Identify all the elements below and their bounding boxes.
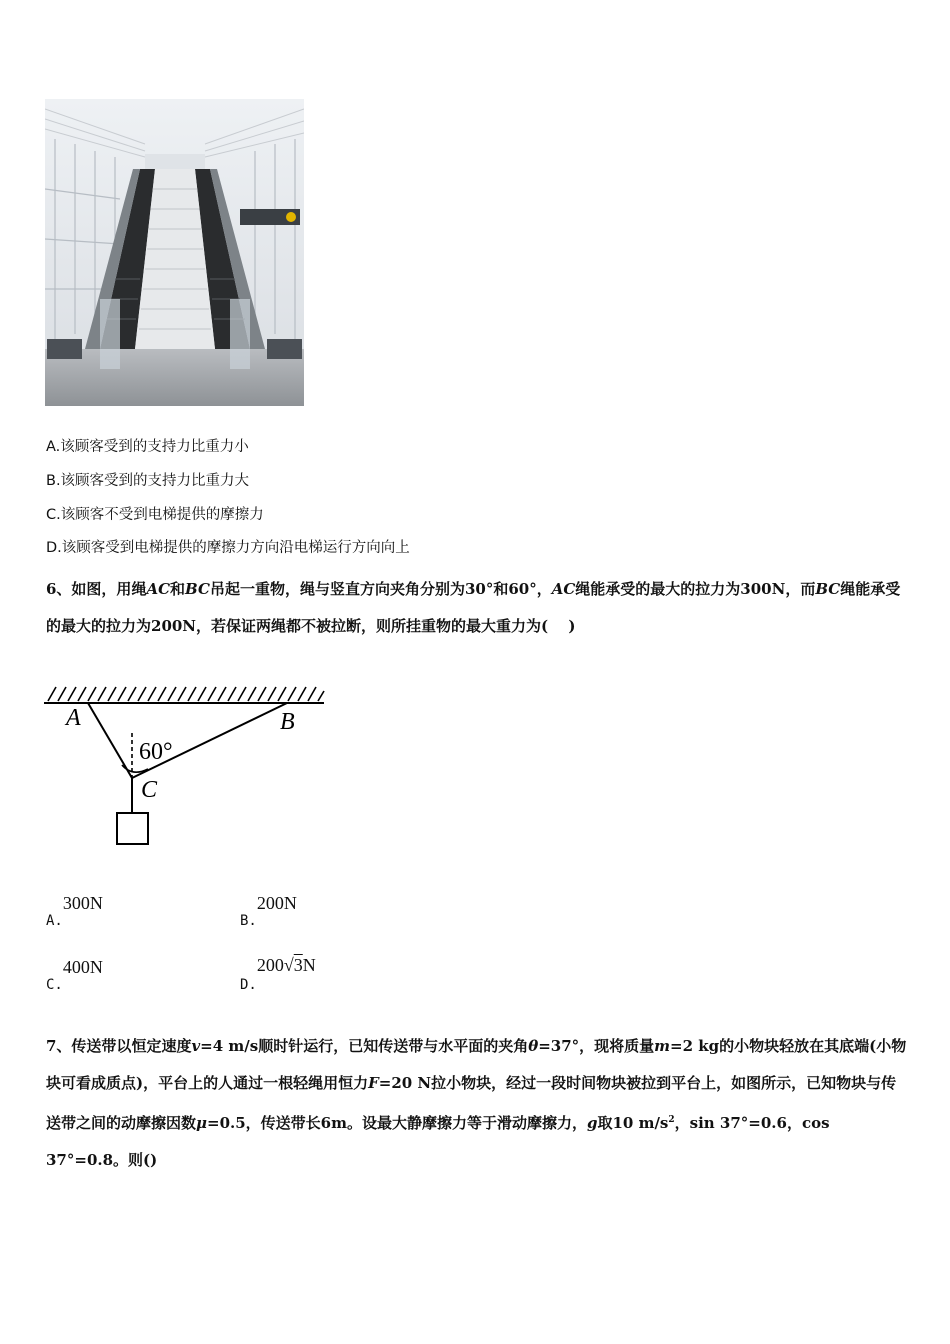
angle-label: 60° — [139, 739, 173, 765]
q5-option-b: B.该顾客受到的支持力比重力大 — [46, 473, 250, 489]
q5-option-d: D.该顾客受到电梯提供的摩擦力方向沿电梯运行方向向上 — [46, 540, 410, 556]
q6-rope-diagram — [44, 685, 329, 855]
q5-option-c: C.该顾客不受到电梯提供的摩擦力 — [46, 507, 264, 523]
label-b: B — [280, 709, 295, 735]
escalator-photo — [45, 99, 304, 406]
q6-option-a: A.300N — [46, 893, 103, 929]
q6-option-d: D.200√3N — [240, 955, 316, 993]
question-7-text: 7、传送带以恒定速度v=4 m/s顺时针运行，已知传送带与水平面的夹角θ=37°，现将质量m=2 kg的小物块轻放在其底端(小物块可看成质点)，平台上的人通过一根轻绳用恒力F=20 N拉小物块，经过一段时间物块被拉到平台上，如图所示，已知物块与传送带之间的动摩擦因数μ=0.5，传送带长6m。设最大静摩擦力等于滑动摩擦力，g取10 $m/s^2$，sin 37°=0.6，cos 37°=0.8。则() — [46, 1037, 907, 1169]
label-c: C — [141, 777, 158, 803]
q6-option-c: C.400N — [46, 957, 103, 993]
q6-option-b: B.200N — [240, 893, 297, 929]
question-6-text: 6、如图，用绳AC和BC吊起一重物，绳与竖直方向夹角分别为30°和60°，AC绳能承受的最大的拉力为300N，而BC绳能承受的最大的拉力为200N，若保证两绳都不被拉断，则所挂重物的最大重力为( ) — [46, 580, 901, 635]
label-a: A — [66, 705, 81, 731]
sqrt-sign: √ — [283, 955, 294, 975]
q5-option-a: A.该顾客受到的支持力比重力小 — [46, 439, 249, 455]
